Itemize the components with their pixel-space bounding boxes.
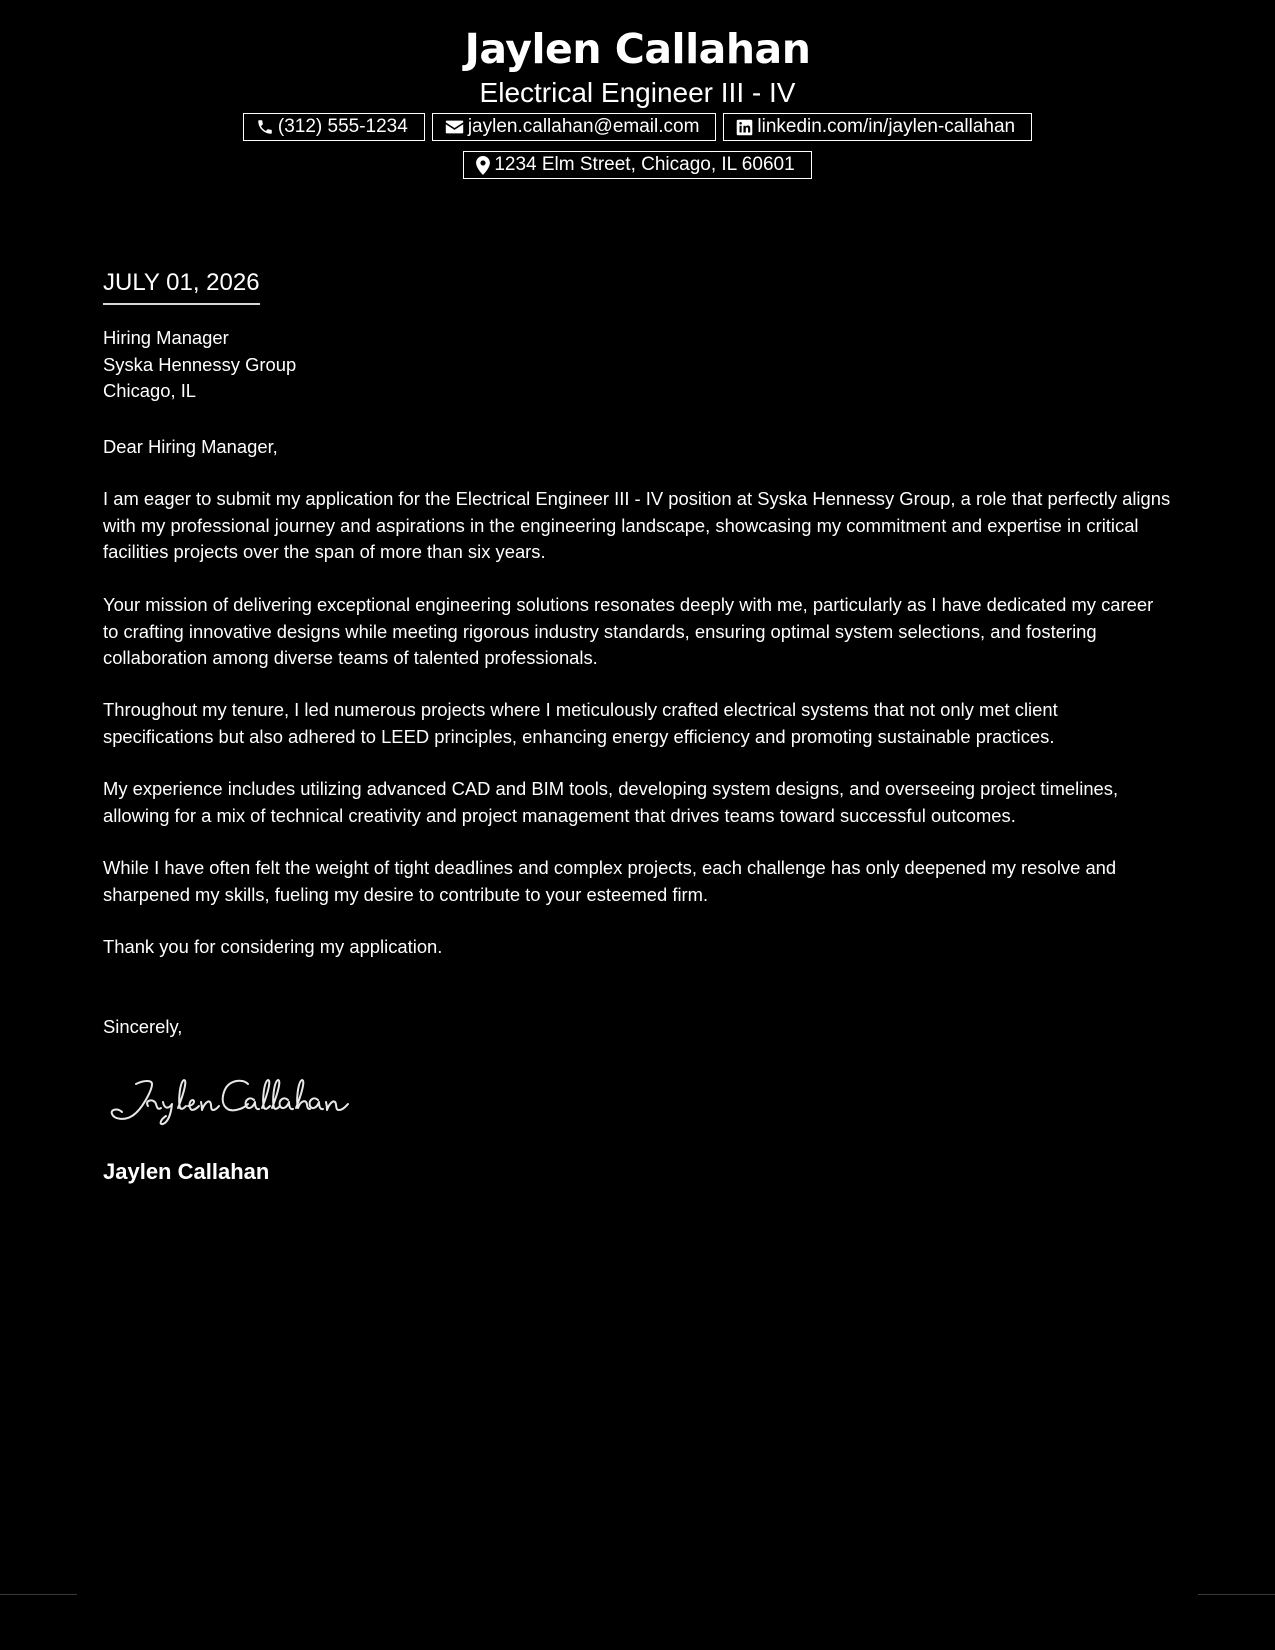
linkedin-icon (736, 119, 753, 136)
linkedin-text: linkedin.com/in/jaylen-callahan (757, 116, 1016, 137)
signer-name: Jaylen Callahan (103, 1159, 270, 1184)
body-paragraph: I am eager to submit my application for the Electrical Engineer III - IV position at Syska Hennessy Group, a role that perfectly aligns with my professional journey and aspirations in the engineering landscape, showcasing my commitment and expertise in critical facilities projects over the span of more than six years. (103, 488, 1171, 562)
body-paragraph: My experience includes utilizing advanced CAD and BIM tools, developing system designs, and overseeing project timelines, allowing for a mix of technical creativity and project management that drives teams toward successful outcomes. (103, 778, 1119, 826)
body-paragraph: Thank you for considering my application. (103, 936, 443, 957)
address-contact[interactable] (463, 151, 811, 179)
recipient-block (103, 325, 1173, 405)
linkedin-contact[interactable] (723, 113, 1032, 141)
body-paragraph: While I have often felt the weight of tight deadlines and complex projects, each challenge has only deepened my resolve and sharpened my skills, fueling my desire to contribute to your esteemed firm. (103, 857, 1117, 905)
letter-date: JULY 01, 2026 (103, 266, 260, 305)
contact-row-address (0, 151, 1275, 179)
envelope-icon (445, 119, 464, 135)
recipient-location: Chicago, IL (103, 380, 197, 401)
footer-divider-left (0, 1594, 77, 1595)
body-paragraph: Your mission of delivering exceptional engineering solutions resonates deeply with me, particularly as I have dedicated my career to crafting innovative designs while meeting rigorous industry standards, ensuring optimal system selections, and fostering collaboration among diverse teams of talented professionals. (103, 594, 1154, 668)
applicant-name: Jaylen Callahan (464, 25, 811, 73)
recipient-company: Syska Hennessy Group (103, 353, 297, 375)
map-marker-icon (476, 156, 490, 175)
recipient-title: Hiring Manager (103, 327, 229, 348)
contact-row (0, 113, 1275, 141)
email-contact[interactable] (432, 113, 717, 141)
job-title: Electrical Engineer III - IV (479, 77, 796, 108)
email-text: jaylen.callahan@email.com (467, 116, 700, 137)
address-text: 1234 Elm Street, Chicago, IL 60601 (494, 154, 795, 175)
footer-divider-right (1198, 1594, 1275, 1595)
body-paragraph: Throughout my tenure, I led numerous projects where I meticulously crafted electrical systems that not only met client specifications but also adhered to LEED principles, enhancing energy efficiency and promoting sustainable practices. (103, 699, 1058, 747)
salutation: Dear Hiring Manager, (103, 436, 278, 457)
phone-text: (312) 555-1234 (277, 116, 408, 137)
handwritten-signature (108, 1070, 368, 1132)
phone-icon (256, 118, 274, 136)
letterhead (0, 22, 1275, 110)
phone-contact[interactable] (243, 113, 425, 141)
closing: Sincerely, (103, 1016, 183, 1037)
